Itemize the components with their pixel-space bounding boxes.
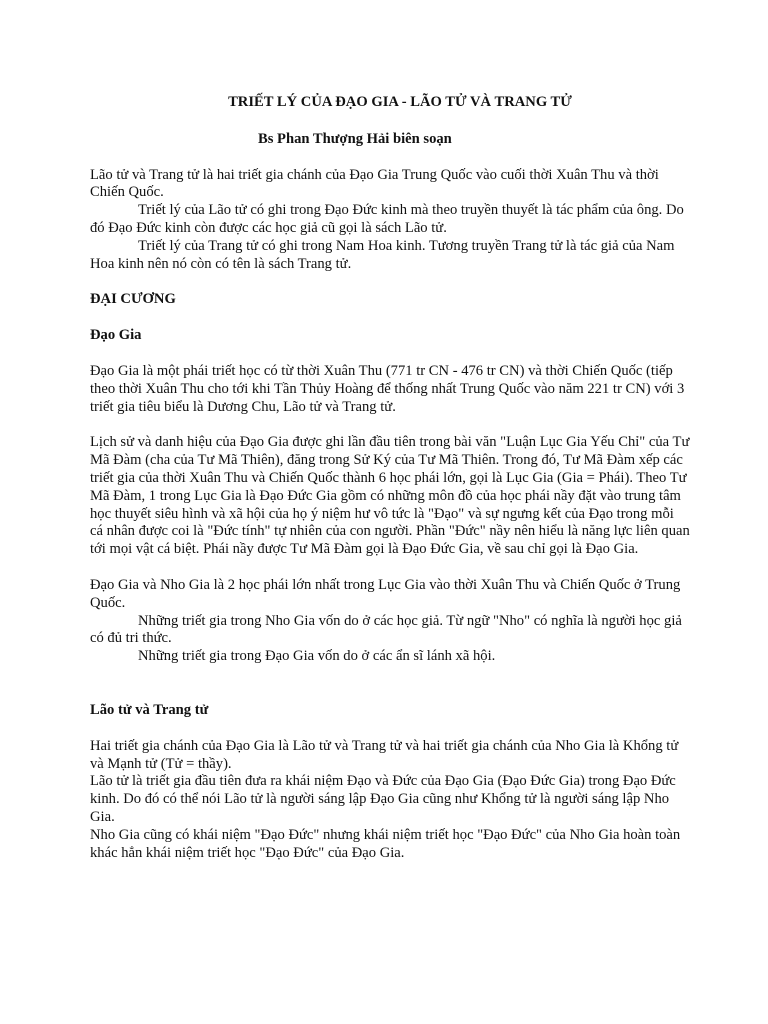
intro-paragraph-3: Triết lý của Trang tử có ghi trong Nam Hoa kinh. Tương truyền Trang tử là tác giả của Nam Hoa kinh nên nó còn có tên là sách Trang tử.: [90, 237, 675, 272]
paragraph-lao-trang-2: Lão tử là triết gia đầu tiên đưa ra khái niệm Đạo và Đức của Đạo Gia (Đạo Đức Gia) trong Đạo Đức kinh. Do đó có thể nói Lão tử là người sáng lập Đạo Gia cũng như Khổng tử là người sáng lập Nho Gia.: [90, 773, 676, 825]
paragraph-dao-gia-2: Lịch sử và danh hiệu của Đạo Gia được ghi lần đầu tiên trong bài văn "Luận Lục Gia Yếu Chỉ" của Tư Mã Đàm (cha của Tư Mã Thiên), đăng trong Sử Ký của Tư Mã Thiên. Trong đó, Tư Mã Đàm xếp các triết gia của thời Xuân Thu và Chiến Quốc thành 6 học phái lớn, gọi là Lục Gia (Gia = Phái). Theo Tư Mã Đàm, 1 trong Lục Gia là Đạo Đức Gia gồm có những môn đồ của học phái nầy đặt vào trung tâm học thuyết siêu hình và xã hội của họ ý niệm hư vô tức là "Đạo" và sự ngưng kết của Đạo trong mỗi cá nhân được coi là "Đức tính" tự nhiên của con người. Phần "Đức" nầy nên hiểu là năng lực liên quan tới mọi vật cá biệt. Phái nầy được Tư Mã Đàm gọi là Đạo Đức Gia, về sau chỉ gọi là Đạo Gia.: [90, 434, 690, 558]
paragraph-lao-trang-1: Hai triết gia chánh của Đạo Gia là Lão tử và Trang tử và hai triết gia chánh của Nho Gia là Khổng tử và Mạnh tử (Tử = thầy).: [90, 737, 679, 772]
paragraph-dao-gia-5: Những triết gia trong Đạo Gia vốn do ở các ẩn sĩ lánh xã hội.: [138, 648, 496, 665]
subheading-dao-gia: Đạo Gia: [90, 327, 142, 344]
intro-paragraph-2: Triết lý của Lão tử có ghi trong Đạo Đức kinh mà theo truyền thuyết là tác phẩm của ông. Do đó Đạo Đức kinh còn được các học giả cũ gọi là sách Lão tử.: [90, 202, 684, 236]
section-heading-lao-tu-trang-tu: Lão tử và Trang tử: [90, 701, 209, 718]
intro-paragraph-1: Lão tử và Trang tử là hai triết gia chánh của Đạo Gia Trung Quốc vào cuối thời Xuân Thu và thời Chiến Quốc.: [90, 166, 659, 201]
document-title: TRIẾT LÝ CỦA ĐẠO GIA - LÃO TỬ VÀ TRANG TỬ: [228, 94, 572, 110]
document-author: Bs Phan Thượng Hải biên soạn: [258, 130, 452, 147]
paragraph-lao-trang-3: Nho Gia cũng có khái niệm "Đạo Đức" nhưng khái niệm triết học "Đạo Đức" của Nho Gia hoàn toàn khác hẳn khái niệm triết học "Đạo Đức" của Đạo Gia.: [90, 826, 681, 861]
paragraph-dao-gia-3: Đạo Gia và Nho Gia là 2 học phái lớn nhất trong Lục Gia vào thời Xuân Thu và Chiến Quốc ở Trung Quốc.: [90, 576, 681, 611]
section-heading-dai-cuong: ĐẠI CƯƠNG: [90, 291, 176, 308]
paragraph-dao-gia-1: Đạo Gia là một phái triết học có từ thời Xuân Thu (771 tr CN - 476 tr CN) và thời Chiến Quốc (tiếp theo thời Xuân Thu cho tới khi Tần Thủy Hoàng để thống nhất Trung Quốc vào năm 221 tr CN) với 3 triết gia tiêu biểu là Dương Chu, Lão tử và Trang tử.: [90, 362, 685, 415]
document-body: [90, 94, 690, 862]
paragraph-dao-gia-4: Những triết gia trong Nho Gia vốn do ở các học giả. Từ ngữ "Nho" có nghĩa là người học giả có đủ tri thức.: [90, 612, 682, 647]
